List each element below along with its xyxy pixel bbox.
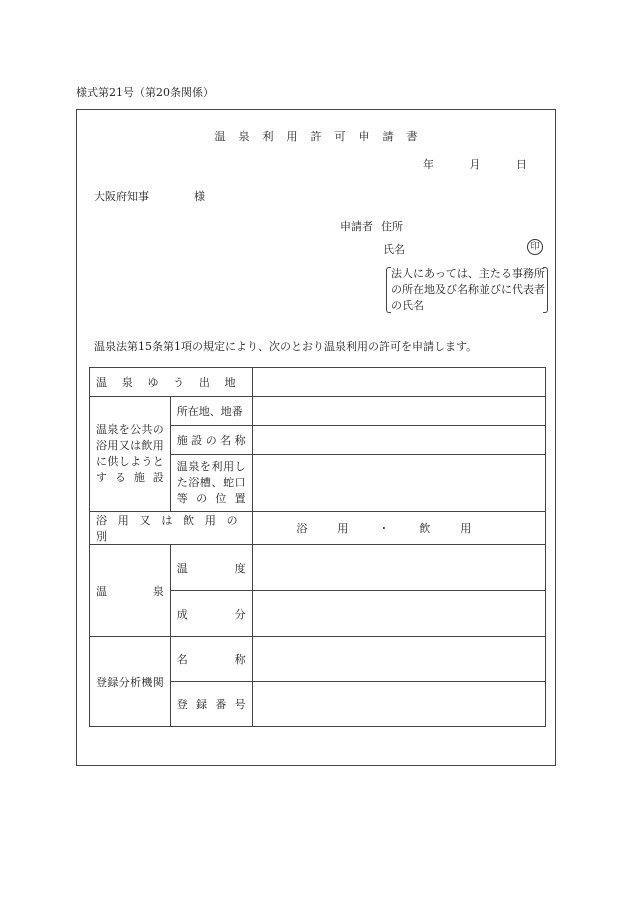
composition-label: 成分 [170, 591, 252, 637]
facility-label: 温泉を公共の浴用又は飲用に供しようとする施設 [90, 397, 171, 512]
day-field[interactable]: 日 [516, 158, 527, 171]
table-row [90, 637, 546, 682]
form-id: 様式第21号（第20条関係） [76, 86, 214, 99]
facility-position-label: 温泉を利用した浴槽、蛇口等の位置 [170, 455, 252, 512]
right-bracket [543, 267, 548, 313]
facility-address-label: 所在地、地番 [170, 397, 252, 426]
form-frame [76, 109, 556, 766]
facility-name-input[interactable] [252, 426, 545, 455]
facility-name-label: 施設の名称 [170, 426, 252, 455]
source-location-label: 温泉ゆう出地 [90, 368, 253, 397]
table-row [90, 545, 546, 591]
corporate-note [386, 266, 548, 314]
source-location-input[interactable] [252, 368, 545, 397]
lab-name-input[interactable] [252, 637, 545, 682]
year-field[interactable]: 年 [423, 158, 434, 171]
facility-position-input[interactable] [252, 455, 545, 512]
corporate-note-text: 法人にあっては、主たる事務所の所在地及び名称並びに代表者の氏名 [391, 267, 545, 312]
addressee-name: 大阪府知事 [94, 190, 149, 203]
usage-bath-option[interactable]: 浴用 [296, 522, 379, 535]
form-title: 温泉利用許可申請書 [214, 130, 431, 143]
table-row [90, 397, 546, 426]
hot-spring-label: 温泉 [90, 545, 171, 637]
table-row [90, 368, 546, 397]
usage-separator: ・ [378, 522, 390, 535]
temperature-label: 温度 [170, 545, 252, 591]
lab-name-label: 名称 [170, 637, 252, 682]
usage-label: 浴用又は飲用の別 [90, 512, 253, 545]
lab-label: 登録分析機関 [90, 637, 171, 727]
composition-input[interactable] [252, 591, 545, 637]
left-bracket [386, 267, 391, 313]
facility-address-input[interactable] [252, 397, 545, 426]
usage-choice [252, 512, 545, 545]
address-label[interactable]: 住所 [381, 220, 403, 233]
date-line [391, 156, 527, 172]
usage-drink-option[interactable]: 飲用 [419, 522, 502, 535]
table-row [90, 512, 546, 545]
addressee [94, 188, 205, 204]
addressee-honorific: 様 [194, 190, 205, 203]
lab-reg-no-label: 登録番号 [170, 682, 252, 727]
lab-reg-no-input[interactable] [252, 682, 545, 727]
name-label[interactable]: 氏名 [383, 243, 405, 256]
statement: 温泉法第15条第1項の規定により、次のとおり温泉利用の許可を申請します。 [94, 340, 478, 353]
applicant-address-line [340, 218, 403, 234]
month-field[interactable]: 月 [469, 158, 481, 171]
applicant-label: 申請者 [340, 220, 373, 233]
seal-icon: 印 [527, 239, 543, 255]
temperature-input[interactable] [252, 545, 545, 591]
application-table [89, 367, 546, 727]
